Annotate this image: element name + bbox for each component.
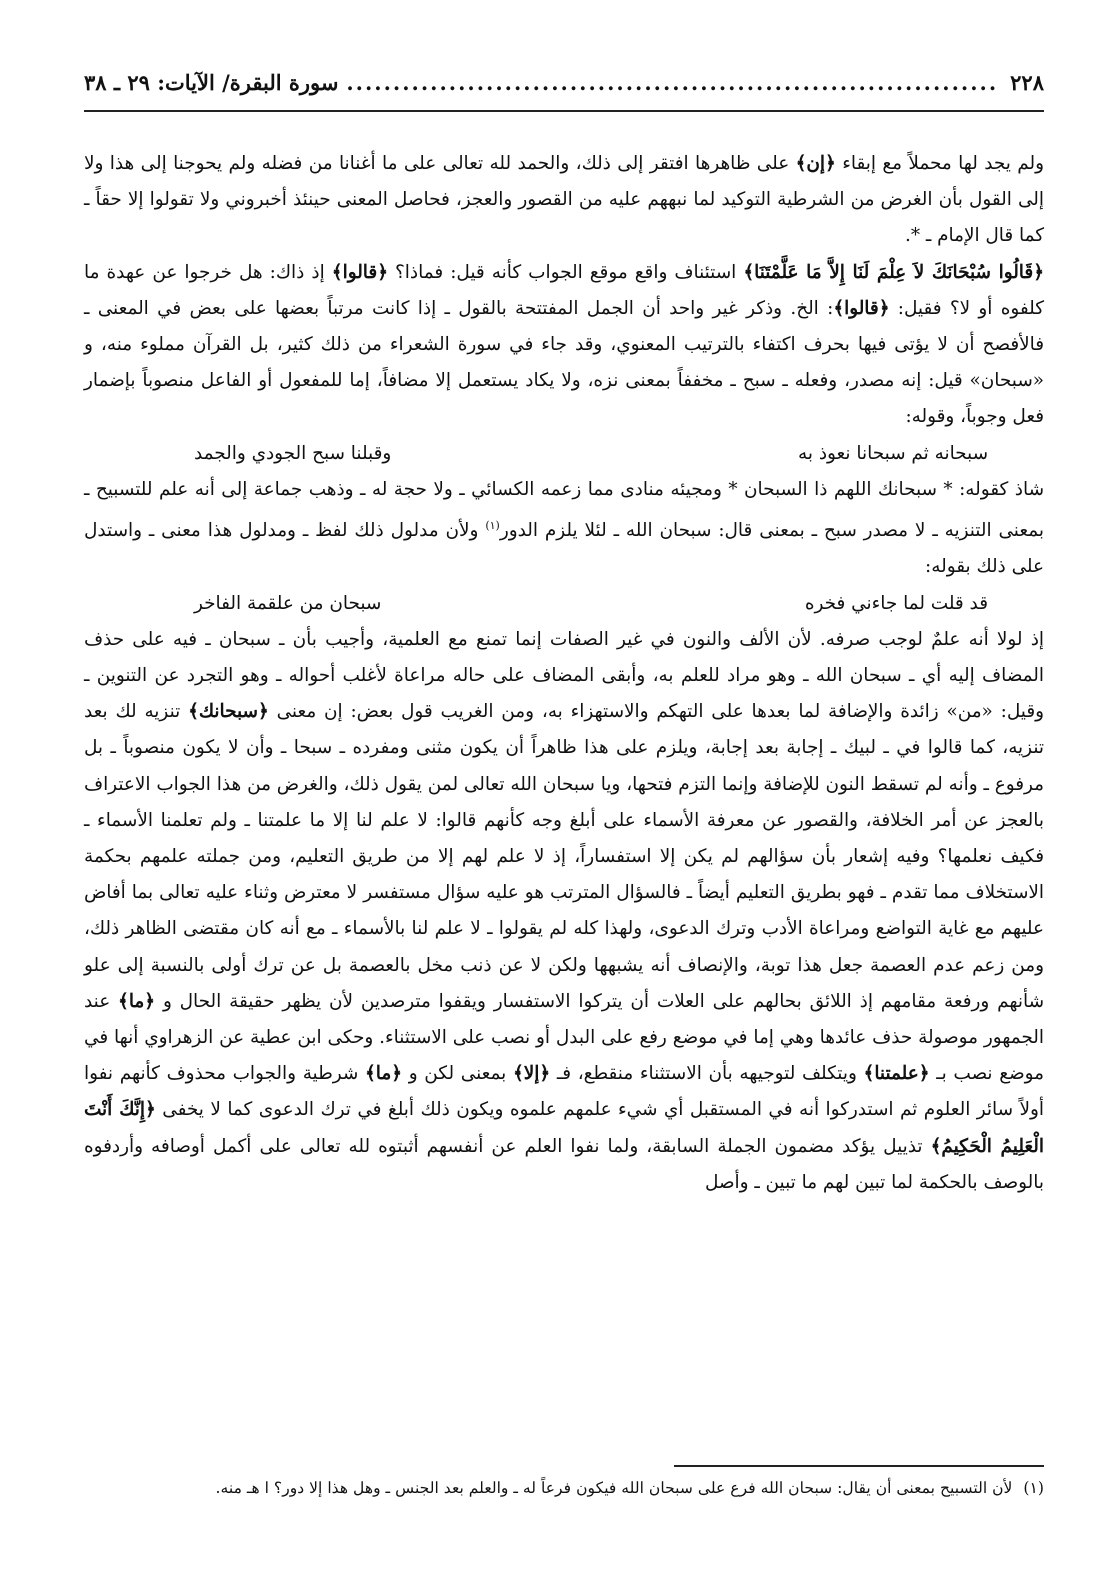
paragraph-4	[84, 622, 1044, 1201]
poetry-verse-2	[84, 586, 1044, 622]
text-span: إذ ذاك: هل خرجوا عن عهدة ما كلفوه أو لا؟ فقيل:	[84, 261, 1044, 319]
text-span: إذ لولا أنه علمٌ لوجب صرفه. لأن الألف والنون في غير الصفات إنما تمنع مع العلمية، وأجيب بأن ـ سبحان ـ فيه على حذف المضاف إليه أي ـ سبحان الله ـ وهو مراد للعلم به، وأبقى المضاف على حاله مراعاة لأغلب أحواله ـ وهو التجرد عن التنوين ـ وقيل: «من» زائدة والإضافة لما بعدها على التهكم والاستهزاء به، ومن الغريب قول بعض: إن معنى	[84, 628, 1045, 723]
quran-quote: ﴿ سبحانك ﴾	[188, 701, 269, 722]
quran-quote: ﴿ ما ﴾	[365, 1063, 402, 1084]
footnote-ref[interactable]: (١)	[485, 519, 500, 533]
verse-second-hemistich: سبحان من علقمة الفاخر	[194, 592, 382, 614]
text-span: ولأن مدلول ذلك لفظ ـ ومدلول هذا معنى ـ واستدل على ذلك بقوله:	[84, 520, 1044, 578]
verse-first-hemistich: سبحانه ثم سبحانا نعوذ به	[798, 442, 988, 464]
footnote-divider	[674, 1465, 1044, 1467]
quran-quote: ﴿ إلا ﴾	[513, 1063, 550, 1084]
running-title: سورة البقرة/ الآيات: ٢٩ ـ ٣٨	[84, 70, 339, 95]
paragraph-3	[84, 472, 1044, 586]
quran-quote: ﴿ إِنَّكَ أَنْتَ الْعَلِيمُ الْحَكِيمُ ﴾	[84, 1099, 1044, 1156]
verse-second-hemistich: وقبلنا سبح الجودي والجمد	[194, 442, 392, 464]
footnote-marker: (١)	[1023, 1479, 1044, 1497]
leader-dots	[344, 70, 998, 95]
quran-quote: ﴿ قالوا ﴾	[833, 298, 889, 319]
page-number: ٢٢٨	[1010, 70, 1044, 95]
text-span: ولم يجد لها محملاً مع إبقاء	[835, 153, 1045, 174]
quran-quote: ﴿ علمتنا ﴾	[864, 1063, 930, 1084]
footnote	[84, 1472, 1044, 1504]
page	[84, 70, 1044, 1570]
main-text	[84, 146, 1044, 1201]
text-span: شاذ كقوله: * سبحانك اللهم ذا السبحان * ومجيئه منادى مما زعمه الكسائي ـ ولا حجة له ـ وذهب جماعة إلى أنه علم للتسبيح ـ بمعنى التنزيه ـ لا مصدر سبح ـ بمعنى قال: سبحان الله ـ لئلا يلزم الدور	[84, 478, 1044, 542]
quran-quote: ﴿ قالوا ﴾	[332, 262, 388, 283]
quran-quote: ﴿ إن ﴾	[796, 153, 836, 174]
text-span: شرطية والجواب محذوف كأنهم نفوا أولاً سائر العلوم ثم استدركوا أنه في المستقبل أي شيء علمهم علموه ويكون ذلك أبلغ في ترك الدعوى كما لا يخفى	[84, 1063, 1045, 1121]
paragraph-1	[84, 146, 1044, 255]
text-span: استئناف واقع موقع الجواب كأنه قيل: فماذا؟	[387, 261, 744, 283]
quran-verse-heading: ﴿ قَالُوا سُبْحَانَكَ لاَ عِلْمَ لَنَا إِلاَّ مَا عَلَّمْتَنَا ﴾	[743, 262, 1044, 283]
verse-first-hemistich: قد قلت لما جاءني فخره	[804, 592, 988, 614]
text-span: تذييل يؤكد مضمون الجملة السابقة، ولما نفوا العلم عن أنفسهم أثبتوه لله تعالى على أكمل أوصافه وأردفوه بالوصف بالحكمة لما تبين لهم ما تبين ـ وأصل	[84, 1135, 1044, 1193]
text-span: بمعنى لكن و	[402, 1063, 513, 1085]
text-span: على ظاهرها افتقر إلى ذلك، والحمد لله تعالى على ما أغنانا من فضله ولم يحوجنا إلى هذا ولا إلى القول بأن الغرض من الشرطية التوكيد لما نبههم عليه من القصور والعجز، فحاصل المعنى حينئذ أخبروني ولا تقولوا إلا حقاً ـ كما قال الإمام ـ *.	[84, 153, 1044, 247]
text-span: ويتكلف لتوجيهه بأن الاستثناء منقطع، فـ	[550, 1063, 864, 1085]
text-span: عند الجمهور موصولة حذف عائدها وهي إما في موضع رفع على البدل أو نصب على الاستثناء. وحكى ابن عطية عن الزهراوي أنها في موضع نصب بـ	[84, 990, 1044, 1085]
poetry-verse-1	[84, 436, 1044, 472]
text-span: : الخ. وذكر غير واحد أن الجمل المفتتحة بالقول ـ إذا كانت مرتباً بعضها على بعض في المعنى ـ فالأفصح أن لا يؤتى فيها بحرف اكتفاء بالترتيب المعنوي، وقد جاء في سورة الشعراء من ذلك كثير، بل القرآن مملوء منه، و «سبحان» قيل: إنه مصدر، وفعله ـ سبح ـ مخففاً بمعنى نزه، ولا يكاد يستعمل إلا مضافاً، إما للمفعول أو الفاعل منصوباً بإضمار فعل وجوباً، وقوله:	[84, 297, 1044, 428]
running-head	[84, 70, 1044, 112]
paragraph-2	[84, 255, 1044, 436]
footnote-text: لأن التسبيح بمعنى أن يقال: سبحان الله فرع على سبحان الله فيكون فرعاً له ـ والعلم بعد الجنس ـ وهل هذا إلا دور؟ ا هـ منه.	[215, 1479, 1013, 1497]
quran-quote: ﴿ ما ﴾	[118, 991, 155, 1012]
text-span: تنزيه لك بعد تنزيه، كما قالوا في ـ لبيك ـ إجابة بعد إجابة، ويلزم على هذا ظاهراً أن يكون مثنى ومفرده ـ سبحا ـ وأن لا يكون منصوباً ـ بل مرفوع ـ وأنه لم تسقط النون للإضافة وإنما التزم فتحها، ويا سبحان الله تعالى لمن يقول ذلك، والغرض من هذا الجواب الاعتراف بالعجز عن أمر الخلافة، والقصور عن معرفة الأسماء على أبلغ وجه كأنهم قالوا: لا علم لنا إلا ما علمتنا ـ ولم تعلمنا الأسماء ـ فكيف نعلمها؟ وفيه إشعار بأن سؤالهم لم يكن إلا استفساراً، إذ لا علم لهم إلا من طريق التعليم، ومن جملته علمهم بحكمة الاستخلاف مما تقدم ـ فهو بطريق التعليم أيضاً ـ فالسؤال المترتب هو عليه سؤال مستفسر لا معترض وثناء عليه تعالى بما أفاض عليهم مع غاية التواضع ومراعاة الأدب وترك الدعوى، ولهذا كله لم يقولوا ـ لا علم لنا بالأسماء ـ مع أنه كان مقتضى الظاهر ذلك، ومن زعم عدم العصمة جعل هذا توبة، والإنصاف أنه يشبهها ولكن لا عن ذنب مخل بالعصمة بل عن ترك أولى بالنسبة إلى علو شأنهم ورفعة مقامهم إذ اللائق بحالهم على العلات أن يتركوا الاستفسار ويقفوا مترصدين لأن يظهر حقيقة الحال و	[84, 701, 1044, 1012]
